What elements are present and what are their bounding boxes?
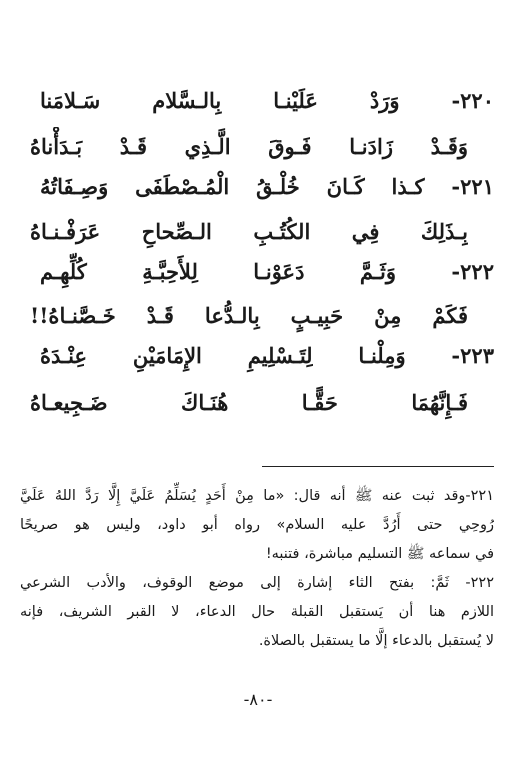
- footnote-221-line-2: رُوحِي حتى أَرُدَّ عليه السلام» رواه أبو داود، وليس هو صريحًا: [20, 517, 494, 533]
- footnote-221-line-3: في سماعه ﷺ التسليم مباشرة، فتنبه!: [265, 546, 494, 562]
- verse-223-first-hemistich: ٢٢٣- وَمِلْنـا لِتَـسْلِيمِ الإِمَامَيْنِ عِنْـدَهُ: [40, 343, 494, 368]
- footnote-221-line-1: ٢٢١-وقد ثبت عنه ﷺ أنه قال: «ما مِنْ أَحَدٍ يُسَلِّمُ عَلَيَّ إِلَّا رَدَّ اللهُ عَلَيَّ: [20, 488, 494, 504]
- verse-222-second-hemistich: فَكَمْ مِنْ حَبِيـبٍ بِالـدُّعا قَـدْ خَـصَّنـاهُ!!: [30, 303, 468, 328]
- footnote-222-line-2: اللازم هنا أن يَستقبل القبلة حال الدعاء، لا القبر الشريف، فإنه: [20, 604, 494, 620]
- verse-222-first-hemistich: ٢٢٢- وَثَـمَّ دَعَوْنـا لِلأَحِبَّـةِ كُلِّهِـم: [40, 259, 494, 284]
- footnote-divider: [262, 466, 494, 467]
- verse-221-second-hemistich: بِـذَلِكَ فِي الكُتُـبِ الـصِّحاحِ عَرَفْـنـاهُ: [30, 219, 468, 244]
- verse-220-first-hemistich: ٢٢٠- وَرَدْ عَلَيْنـا بِالـسَّلام سَـلامَنا: [40, 88, 494, 113]
- footnote-222-line-1: ٢٢٢- ثَمَّ: بفتح الثاء إشارة إلى موضع الوقوف، والأدب الشرعي: [20, 575, 494, 591]
- verse-223-second-hemistich: فَـإِنَّهُمَا حَقًّـا هُنَـاكَ ضَـجِيعـاهُ: [30, 390, 468, 415]
- verse-220-second-hemistich: وَقَـدْ زَادَنـا فَـوقَ الَّـذِي قَـدْ بَـدَأْناهُ: [30, 134, 468, 159]
- verse-221-first-hemistich: ٢٢١- كـذا كَـانَ خُلْـقُ الْمُـصْطَفَى وَصِـفَاتُهُ: [40, 174, 494, 199]
- footnote-222-line-3: لا يُستقبل بالدعاء إلَّا ما يستقبل بالصلاة.: [258, 633, 494, 649]
- page-number: -٨٠-: [243, 690, 273, 709]
